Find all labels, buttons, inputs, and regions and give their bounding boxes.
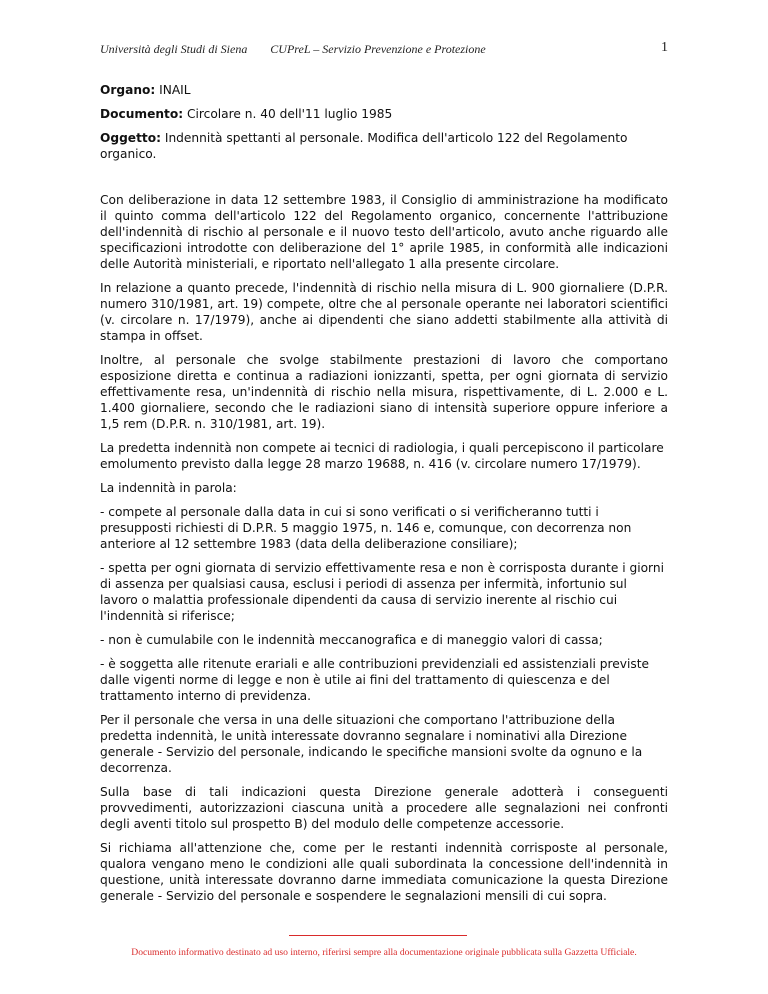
paragraph: La indennità in parola: bbox=[100, 481, 237, 495]
meta-label: Oggetto: bbox=[100, 131, 161, 145]
meta-documento bbox=[100, 106, 668, 122]
paragraph: Per il personale che versa in una delle situazioni che comportano l'attribuzione della predetta indennità, le unità interessate dovranno segnalare i nominativi alla Direzione generale - Servizio del personale, indicando le specifiche mansioni svolte da ognuno e la decorrenza. bbox=[100, 713, 643, 775]
paragraph: Sulla base di tali indicazioni questa Direzione generale adotterà i conseguenti provvedimenti, autorizzazioni ciascuna unità a procedere alle segnalazioni nei confronti degli aventi titolo sul prospetto B) del modulo delle competenze accessorie. bbox=[100, 785, 668, 831]
paragraph: Con deliberazione in data 12 settembre 1983, il Consiglio di amministrazione ha modificato il quinto comma dell'articolo 122 del Regolamento organico, concernente l'attribuzione dell'indennità di rischio al personale e il nuovo testo dell'articolo, avuto anche riguardo alle specificazioni introdotte con deliberazione del 1° aprile 1985, in conformità alle indicazioni delle Autorità ministeriali, e riportato nell'allegato 1 alla presente circolare. bbox=[100, 193, 668, 271]
page-number: 1 bbox=[661, 40, 668, 55]
paragraph: In relazione a quanto precede, l'indennità di rischio nella misura di L. 900 giornaliere (D.P.R. numero 310/1981, art. 19) compete, oltre che al personale operante nei laboratori scientifici (v. circolare n. 17/1979), anche ai dipendenti che siano addetti stabilmente alla attività di stampa in offset. bbox=[100, 281, 668, 343]
list-item: - spetta per ogni giornata di servizio effettivamente resa e non è corrisposta durante i giorni di assenza per qualsiasi causa, esclusi i periodi di assenza per infermità, infortunio sul lavoro o malattia professionale dipendenti da causa di servizio inerente al rischio cui l'indennità si riferisce; bbox=[100, 561, 664, 623]
header-service: CUPreL – Servizio Prevenzione e Protezione bbox=[270, 42, 486, 56]
header-university: Università degli Studi di Siena bbox=[100, 42, 248, 56]
footer-divider bbox=[289, 935, 467, 936]
meta-organo bbox=[100, 82, 668, 98]
paragraph: La predetta indennità non compete ai tecnici di radiologia, i quali percepiscono il particolare emolumento previsto dalla legge 28 marzo 19688, n. 416 (v. circolare numero 17/1979). bbox=[100, 441, 664, 471]
document-body bbox=[100, 82, 668, 912]
paragraph: Si richiama all'attenzione che, come per le restanti indennità corrisposte al personale, qualora vengano meno le condizioni alle quali subordinata la concessione dell'indennità in questione, unità interessate dovranno darne immediata comunicazione la questa Direzione generale - Servizio del personale e sospendere le segnalazioni mensili di cui sopra. bbox=[100, 841, 668, 903]
meta-value: Circolare n. 40 dell'11 luglio 1985 bbox=[183, 107, 393, 121]
list-item: - è soggetta alle ritenute erariali e alle contribuzioni previdenziali ed assistenziali previste dalle vigenti norme di legge e non è utile ai fini del trattamento di quiescenza e del trattamento interno di previdenza. bbox=[100, 657, 649, 703]
meta-value: Indennità spettanti al personale. Modifica dell'articolo 122 del Regolamento organico. bbox=[100, 131, 628, 161]
meta-label: Organo: bbox=[100, 83, 156, 97]
list-item: - non è cumulabile con le indennità meccanografica e di maneggio valori di cassa; bbox=[100, 633, 603, 647]
paragraph: Inoltre, al personale che svolge stabilmente prestazioni di lavoro che comportano esposizione diretta e continua a radiazioni ionizzanti, spetta, per ogni giornata di servizio effettivamente resa, un'indennità di rischio nella misura, rispettivamente, di L. 2.000 e L. 1.400 giornaliere, secondo che le radiazioni siano di intensità superiore oppure inferiore a 1,5 rem (D.P.R. n. 310/1981, art. 19). bbox=[100, 353, 668, 431]
meta-oggetto bbox=[100, 130, 668, 162]
meta-value: INAIL bbox=[155, 83, 191, 97]
footer-disclaimer: Documento informativo destinato ad uso interno, riferirsi sempre alla documentazione originale pubblicata sulla Gazzetta Ufficiale. bbox=[131, 947, 637, 958]
meta-label: Documento: bbox=[100, 107, 184, 121]
list-item: - compete al personale dalla data in cui si sono verificati o si verificheranno tutti i presupposti richiesti di D.P.R. 5 maggio 1975, n. 146 e, comunque, con decorrenza non anteriore al 12 settembre 1983 (data della deliberazione consiliare); bbox=[100, 505, 632, 551]
